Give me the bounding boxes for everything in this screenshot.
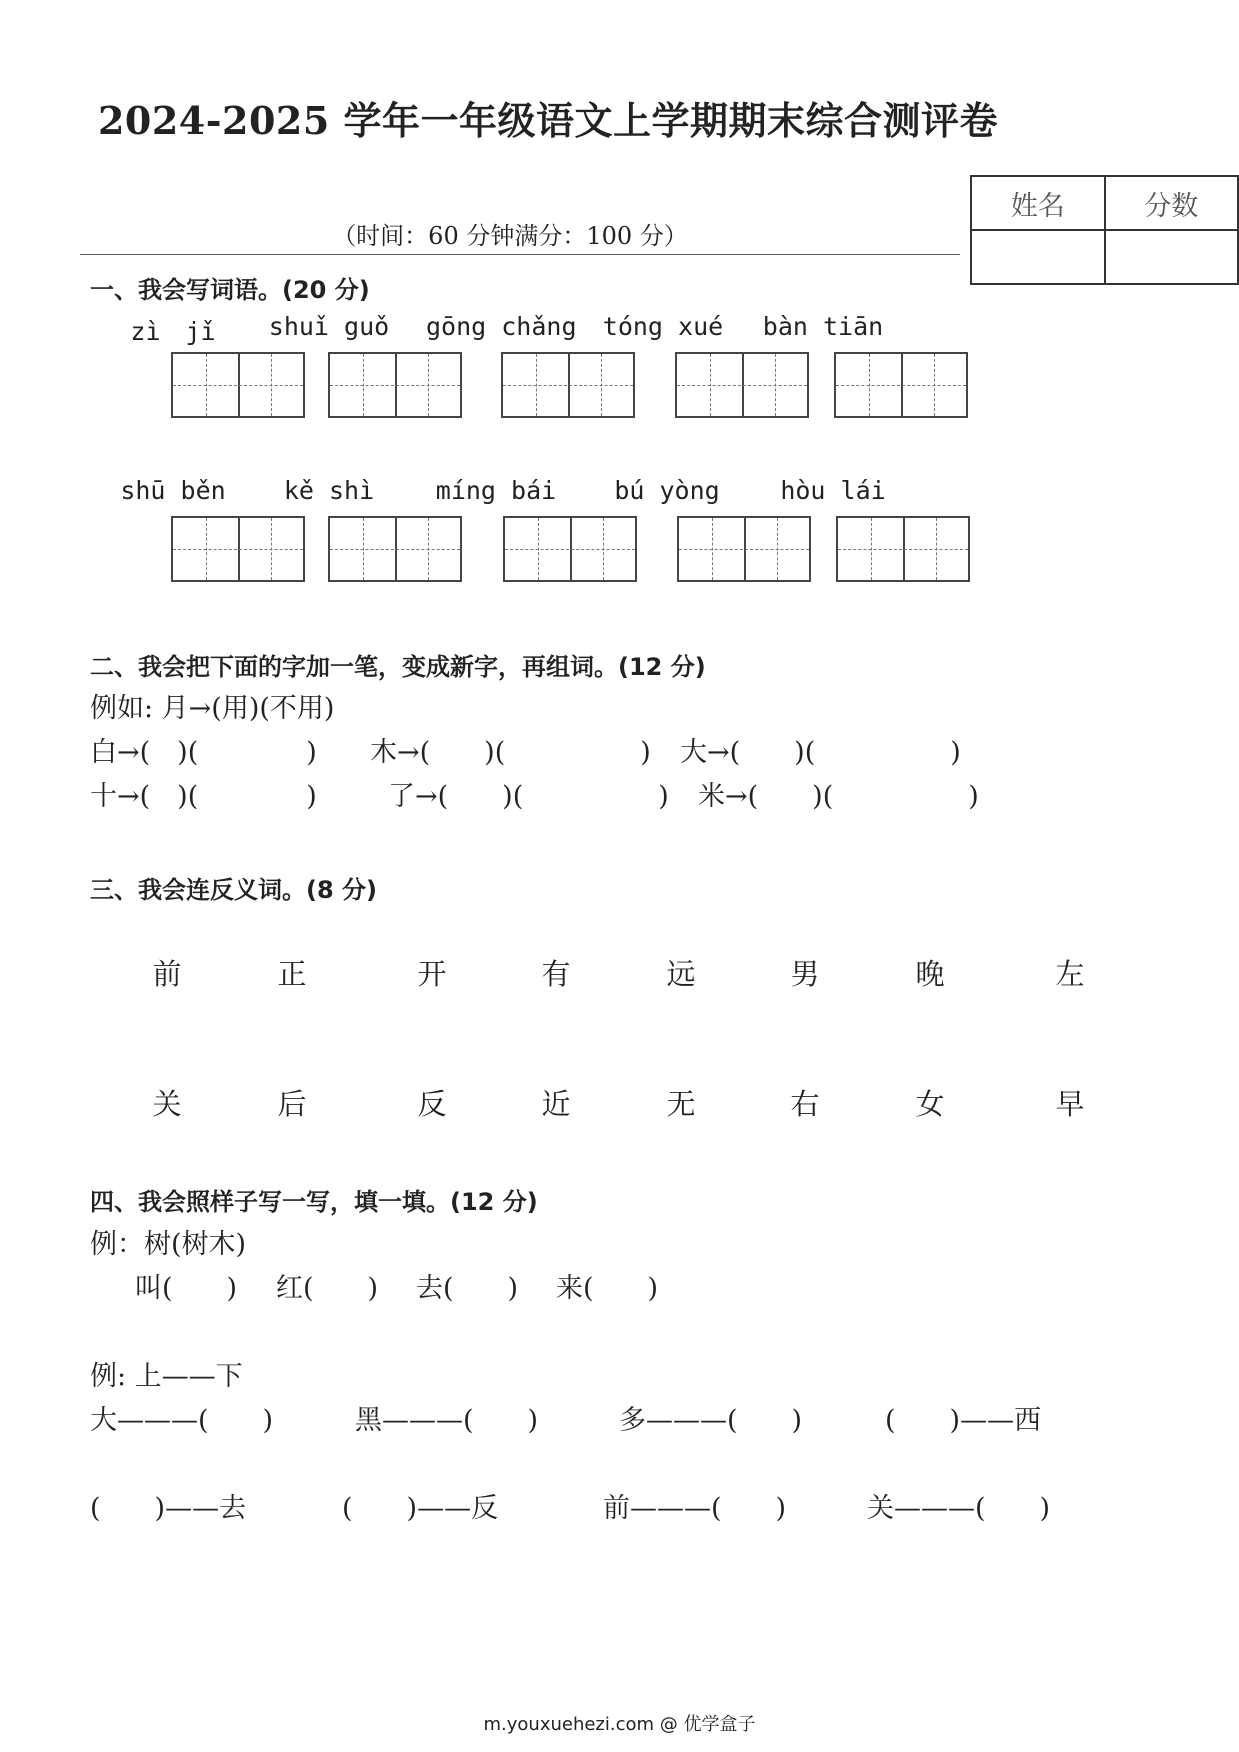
pinyin-label: kě shì: [283, 476, 375, 505]
section-2-title: 二、我会把下面的字加一笔，变成新字，再组词。(12 分): [90, 653, 706, 681]
section-4-title: 四、我会照样子写一写，填一填。(12 分): [90, 1188, 538, 1216]
writing-grid[interactable]: [328, 516, 462, 582]
writing-grid[interactable]: [328, 352, 462, 418]
section-4-example-2: 例: 上——下: [90, 1361, 243, 1392]
writing-grid[interactable]: [836, 516, 970, 582]
antonym-top-word[interactable]: 开: [417, 957, 447, 991]
fill-item[interactable]: 木→( )( ): [370, 737, 651, 768]
name-label: 姓名: [971, 176, 1105, 230]
fill-item[interactable]: 十→( )( ): [90, 781, 317, 812]
fill-item[interactable]: 来( ): [556, 1273, 659, 1304]
antonym-top-word[interactable]: 正: [277, 957, 307, 991]
writing-grid[interactable]: [677, 516, 811, 582]
antonym-bottom-word[interactable]: 女: [915, 1087, 945, 1121]
fill-item[interactable]: 大———( ): [90, 1405, 274, 1436]
antonym-bottom-word[interactable]: 无: [666, 1087, 696, 1121]
antonym-bottom-word[interactable]: 早: [1055, 1087, 1085, 1121]
fill-item[interactable]: 红( ): [276, 1273, 379, 1304]
fill-item[interactable]: 关———( ): [867, 1493, 1051, 1524]
name-field[interactable]: [971, 230, 1105, 284]
antonym-bottom-word[interactable]: 近: [541, 1087, 571, 1121]
fill-item[interactable]: 大→( )( ): [680, 737, 961, 768]
antonym-top-word[interactable]: 男: [790, 957, 820, 991]
pinyin-label: shū běn: [120, 476, 226, 505]
score-table: [970, 175, 1239, 285]
footer-watermark: m.youxuehezi.com @ 优学盒子: [483, 1714, 756, 1735]
pinyin-label: bàn tiān: [762, 312, 884, 341]
antonym-bottom-word[interactable]: 反: [417, 1087, 447, 1121]
fill-item[interactable]: ( )——反: [342, 1493, 499, 1524]
score-label: 分数: [1105, 176, 1239, 230]
pinyin-label: míng bái: [435, 476, 557, 505]
antonym-bottom-word[interactable]: 关: [152, 1087, 182, 1121]
pinyin-label: gōng chǎng: [426, 312, 577, 341]
antonym-top-word[interactable]: 左: [1055, 957, 1085, 991]
divider: [80, 254, 960, 255]
writing-grid[interactable]: [503, 516, 637, 582]
page-title: 2024-2025 学年一年级语文上学期期末综合测评卷: [97, 98, 999, 143]
section-2-example: 例如: 月→(用)(不用): [90, 693, 335, 724]
exam-info: （时间：60 分钟满分：100 分）: [332, 222, 688, 250]
section-3-title: 三、我会连反义词。(8 分): [90, 876, 377, 904]
writing-grid[interactable]: [171, 352, 305, 418]
antonym-bottom-word[interactable]: 右: [790, 1087, 820, 1121]
section-1-title: 一、我会写词语。(20 分): [90, 276, 370, 304]
antonym-top-word[interactable]: 远: [666, 957, 696, 991]
writing-grid[interactable]: [171, 516, 305, 582]
fill-item[interactable]: 去( ): [416, 1273, 519, 1304]
fill-item[interactable]: 米→( )( ): [698, 781, 979, 812]
fill-item[interactable]: ( )——去: [90, 1493, 247, 1524]
fill-item[interactable]: 白→( )( ): [90, 737, 317, 768]
writing-grid[interactable]: [501, 352, 635, 418]
fill-item[interactable]: 前———( ): [603, 1493, 787, 1524]
writing-grid[interactable]: [675, 352, 809, 418]
antonym-top-word[interactable]: 前: [152, 957, 182, 991]
fill-item[interactable]: 叫( ): [135, 1273, 238, 1304]
pinyin-label: hòu lái: [780, 476, 886, 505]
fill-item[interactable]: ( )——西: [885, 1405, 1042, 1436]
antonym-top-word[interactable]: 晚: [915, 957, 945, 991]
fill-item[interactable]: 了→( )( ): [388, 781, 669, 812]
pinyin-label: zì jǐ: [130, 317, 216, 346]
fill-item[interactable]: 黑———( ): [355, 1405, 539, 1436]
score-field[interactable]: [1105, 230, 1239, 284]
pinyin-label: tóng xué: [602, 312, 724, 341]
antonym-bottom-word[interactable]: 后: [277, 1087, 307, 1121]
antonym-top-word[interactable]: 有: [541, 957, 571, 991]
fill-item[interactable]: 多———( ): [619, 1405, 803, 1436]
pinyin-label: shuǐ guǒ: [268, 312, 390, 341]
writing-grid[interactable]: [834, 352, 968, 418]
pinyin-label: bú yòng: [614, 476, 720, 505]
section-4-example-1: 例：树(树木): [90, 1229, 247, 1260]
